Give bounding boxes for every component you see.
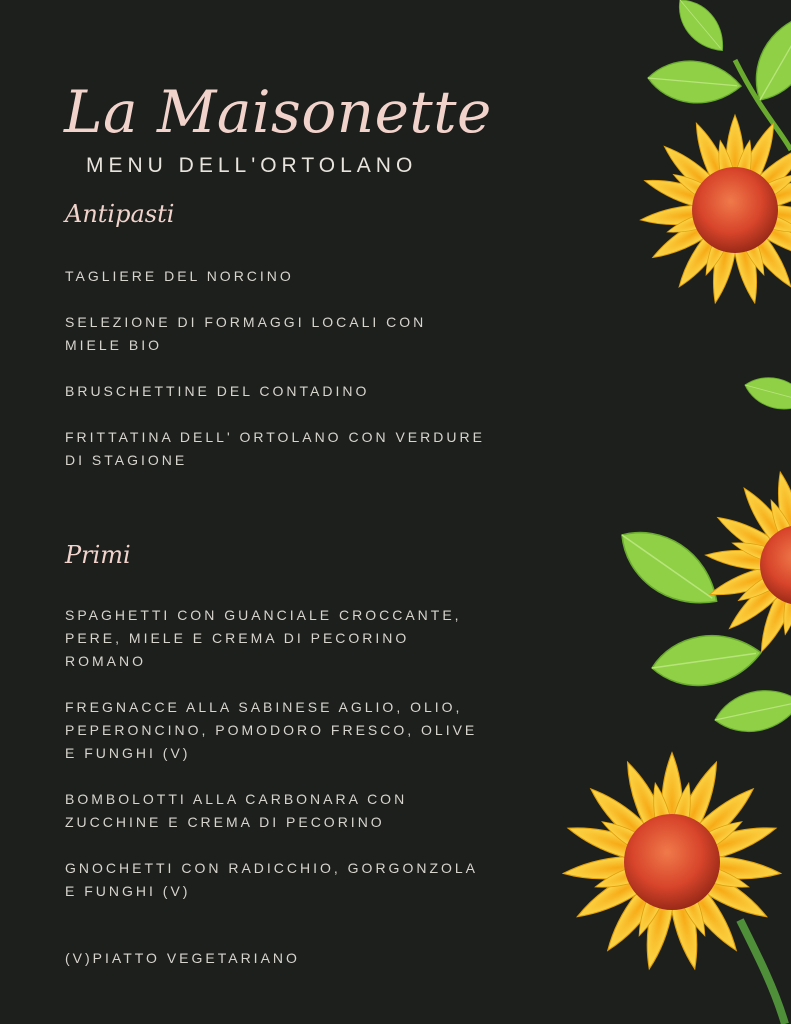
sunflower-bottom-icon [562, 753, 781, 971]
menu-subtitle: MENU DELL'ORTOLANO [86, 154, 418, 177]
menu-item: SPAGHETTI CON GUANCIALE CROCCANTE, PERE, MIELE E CREMA DI PECORINO ROMANO [65, 607, 462, 669]
leaf-icon [607, 0, 791, 739]
sunflower-top-icon [640, 115, 791, 305]
menu-item: BRUSCHETTINE DEL CONTADINO [65, 383, 370, 399]
menu-item: TAGLIERE DEL NORCINO [65, 268, 294, 284]
restaurant-title: La Maisonette [64, 78, 492, 146]
vegetarian-footnote: (V)PIATTO VEGETARIANO [65, 950, 300, 966]
menu-item: SELEZIONE DI FORMAGGI LOCALI CON MIELE BIO [65, 314, 427, 353]
menu-item: FRITTATINA DELL' ORTOLANO CON VERDURE DI STAGIONE [65, 429, 485, 468]
sunflower-middle-icon [705, 470, 791, 660]
antipasti-list [65, 265, 485, 495]
section-title-antipasti: Antipasti [65, 200, 175, 228]
menu-item: BOMBOLOTTI ALLA CARBONARA CON ZUCCHINE E CREMA DI PECORINO [65, 791, 408, 830]
menu-item: GNOCHETTI CON RADICCHIO, GORGONZOLA E FUNGHI (V) [65, 860, 478, 899]
menu-item: FREGNACCE ALLA SABINESE AGLIO, OLIO, PEPERONCINO, POMODORO FRESCO, OLIVE E FUNGHI (V) [65, 699, 478, 761]
section-title-primi: Primi [65, 541, 131, 569]
primi-list [65, 604, 485, 926]
